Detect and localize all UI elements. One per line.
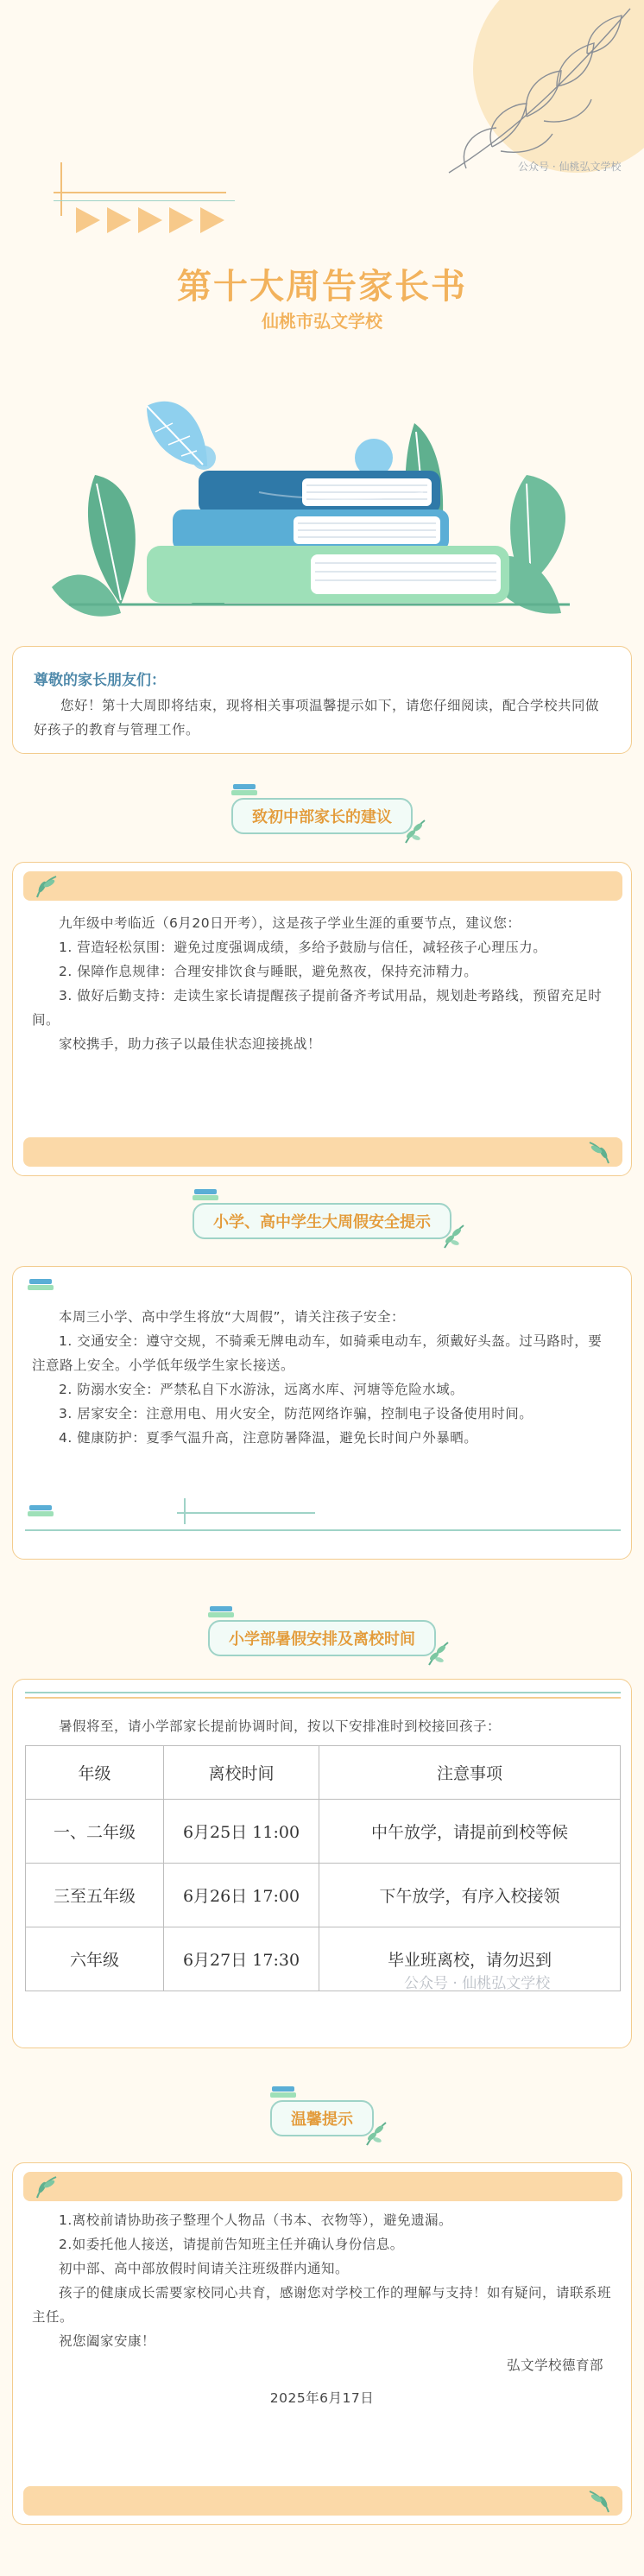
date: 2025年6月17日 — [269, 2390, 375, 2406]
frame-line — [54, 192, 226, 193]
section-card-2 — [12, 1266, 632, 1560]
plant-sketch-icon — [414, 0, 644, 181]
table-header: 注意事项 — [319, 1746, 621, 1800]
section-pill — [208, 1620, 436, 1656]
section-card-3 — [12, 1679, 632, 2048]
leaf-sprig-icon — [399, 819, 428, 845]
paragraph: 家校携手，助力孩子以最佳状态迎接挑战！ — [59, 1036, 322, 1052]
leaf-sprig-icon — [360, 2121, 389, 2147]
books-plants-illustration — [43, 371, 596, 639]
signature: 弘文学校德育部 — [506, 2358, 603, 2373]
leaf-icon — [32, 873, 61, 899]
divider — [184, 1498, 186, 1524]
list-item: 1.离校前请协助孩子整理个人物品（书本、衣物等），避免遗漏。 — [59, 2212, 453, 2228]
section-body — [32, 1305, 612, 1450]
footer-bar — [23, 2486, 622, 2516]
leaf-icon — [584, 2488, 614, 2514]
frame-line — [54, 200, 235, 201]
table-cell: 中午放学，请提前到校等候 — [319, 1800, 621, 1864]
watermark: 公众号 · 仙桃弘文学校 — [518, 161, 622, 173]
paragraph: 孩子的健康成长需要家校同心共育，感谢您对学校工作的理解与支持！如有疑问，请联系班主任。 — [32, 2285, 612, 2325]
section-title-2 — [0, 1203, 644, 1239]
watermark: 公众号 · 仙桃弘文学校 — [404, 1975, 551, 1992]
page-title: 第十大周告家长书 — [177, 267, 467, 307]
list-item: 3. 居家安全：注意用电、用火安全，防范网络诈骗，控制电子设备使用时间。 — [59, 1406, 534, 1421]
table-cell: 一、二年级 — [26, 1800, 164, 1864]
leaf-icon — [32, 2174, 61, 2199]
section-title-text: 温馨提示 — [291, 2111, 353, 2129]
header — [0, 0, 644, 656]
book-stack-icon — [230, 781, 262, 800]
section-title-4 — [0, 2100, 644, 2136]
list-item: 2.如委托他人接送，请提前告知班主任并确认身份信息。 — [59, 2237, 404, 2252]
paragraph: 本周三小学、高中学生将放“大周假”，请关注孩子安全： — [59, 1309, 406, 1325]
salutation: 尊敬的家长朋友们： — [34, 672, 166, 689]
list-item: 1. 交通安全：遵守交规，不骑乘无牌电动车，如骑乘电动车，须戴好头盔。过马路时，要注意路上安全。小学低年级学生家长接送。 — [32, 1333, 603, 1373]
section-card-1 — [12, 862, 632, 1176]
frame-line — [60, 162, 62, 216]
table-cell: 6月26日 17:00 — [164, 1864, 319, 1927]
table-cell: 六年级 — [26, 1927, 164, 1991]
table-cell: 6月27日 17:30 — [164, 1927, 319, 1991]
list-item: 2. 保障作息规律：合理安排饮食与睡眠，避免熬夜，保持充沛精力。 — [59, 964, 478, 979]
leaf-sprig-icon — [438, 1224, 467, 1250]
section-body — [32, 911, 612, 1056]
header-bar — [23, 871, 622, 901]
header-bar — [23, 2172, 622, 2201]
footer-bar — [23, 1137, 622, 1167]
list-item: 3. 做好后勤支持：走读生家长请提醒孩子提前备齐考试用品，规划赴考路线，预留充足时间。 — [32, 988, 603, 1028]
book-stack-icon — [25, 1275, 60, 1294]
table-header-row — [26, 1746, 621, 1800]
paragraph: 九年级中考临近（6月20日开考），这是孩子学业生涯的重要节点，建议您： — [59, 915, 521, 931]
table-cell: 毕业班离校，请勿迟到 — [319, 1927, 621, 1991]
book-stack-icon — [25, 1502, 60, 1521]
table-header: 离校时间 — [164, 1746, 319, 1800]
section-pill — [270, 2100, 374, 2136]
table-header: 年级 — [26, 1746, 164, 1800]
section-card-4 — [12, 2162, 632, 2525]
section-title-3 — [0, 1620, 644, 1656]
section-title-1 — [0, 798, 644, 834]
divider — [25, 1697, 621, 1699]
list-item: 2. 防溺水安全：严禁私自下水游泳，远离水库、河塘等危险水域。 — [59, 1382, 464, 1397]
book-stack-icon — [191, 1186, 224, 1205]
table-cell: 三至五年级 — [26, 1864, 164, 1927]
table-cell: 6月25日 11:00 — [164, 1800, 319, 1864]
list-item: 初中部、高中部放假时间请关注班级群内通知。 — [59, 2261, 350, 2276]
triangle-arrows-icon — [76, 207, 224, 233]
leaf-sprig-icon — [422, 1641, 451, 1667]
section-title-text: 小学、高中学生大周假安全提示 — [213, 1213, 431, 1231]
greeting-text: 您好！第十大周即将结束，现将相关事项温馨提示如下，请您仔细阅读，配合学校共同做好孩子的教育与管理工作。 — [34, 698, 600, 737]
paragraph: 祝您阖家安康！ — [59, 2333, 156, 2349]
divider — [177, 1512, 315, 1514]
section-pill — [193, 1203, 451, 1239]
divider — [25, 1529, 621, 1531]
book-stack-icon — [206, 1603, 239, 1622]
schedule-table-wrap — [13, 1745, 633, 1991]
greeting-card — [12, 646, 632, 754]
list-item: 1. 营造轻松氛围：避免过度强调成绩，多给予鼓励与信任，减轻孩子心理压力。 — [59, 940, 547, 955]
section-title-text: 小学部暑假安排及离校时间 — [229, 1630, 415, 1649]
list-item: 4. 健康防护：夏季气温升高，注意防暑降温，避免长时间户外暴晒。 — [59, 1430, 478, 1446]
section-title-text: 致初中部家长的建议 — [252, 808, 392, 826]
book-stack-icon — [268, 2083, 301, 2102]
table-row — [26, 1864, 621, 1927]
section-pill — [231, 798, 413, 834]
schedule-table — [25, 1745, 621, 1991]
school-name: 仙桃市弘文学校 — [262, 311, 382, 332]
divider — [25, 1692, 621, 1693]
leaf-icon — [584, 1139, 614, 1165]
paragraph: 暑假将至，请小学部家长提前协调时间，按以下安排准时到校接回孩子： — [59, 1718, 502, 1734]
table-row — [26, 1800, 621, 1864]
section-body — [32, 2208, 612, 2410]
table-cell: 下午放学，有序入校接领 — [319, 1864, 621, 1927]
